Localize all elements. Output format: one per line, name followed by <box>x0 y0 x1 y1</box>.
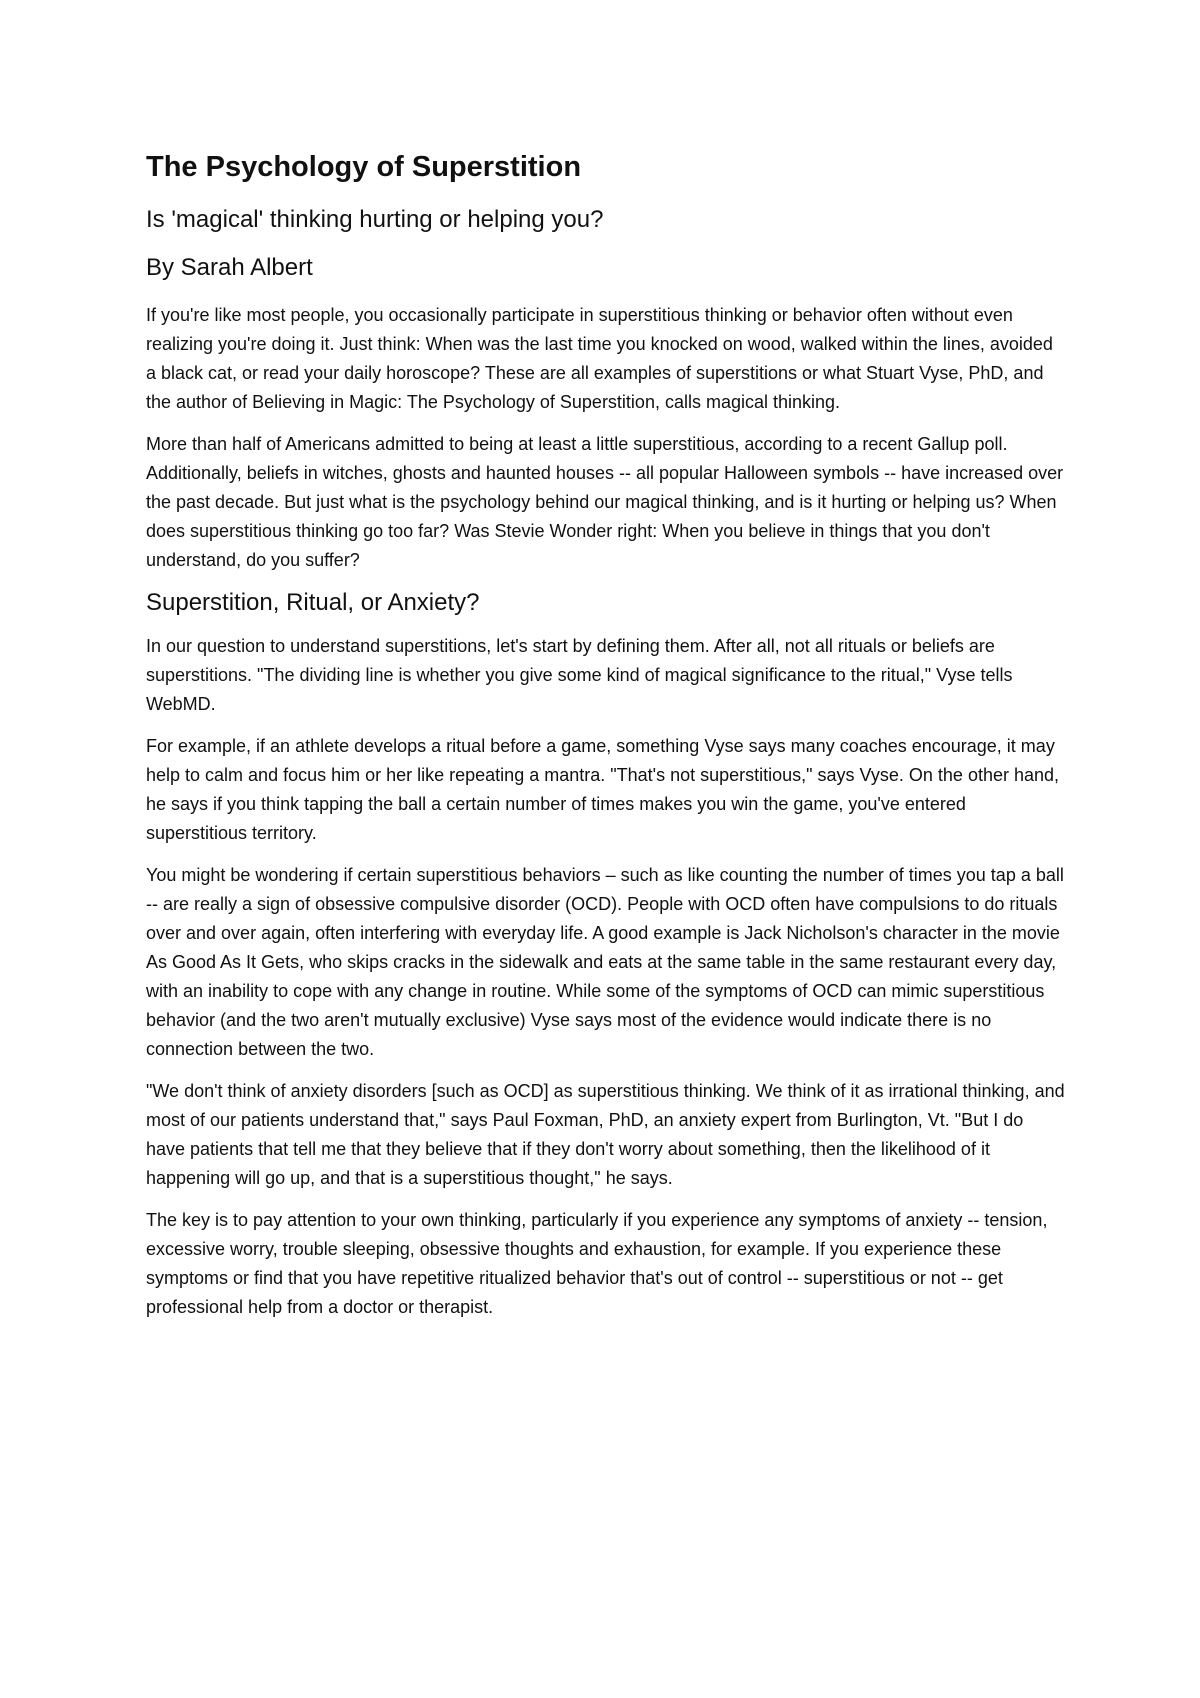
section-paragraph: In our question to understand superstitions, let's start by defining them. After all, not all rituals or beliefs are superstitions. "The dividing line is whether you give some kind of magical significance to the ritual," Vyse tells WebMD. <box>146 635 1013 714</box>
author-byline: By Sarah Albert <box>146 253 313 281</box>
intro-paragraph: If you're like most people, you occasionally participate in superstitious thinking or behavior often without even realizing you're doing it. Just think: When was the last time you knocked on wood, walked within the lines, avoided a black cat, or read your daily horoscope? These are all examples of superstitions or what Stuart Vyse, PhD, and the author of Believing in Magic: The Psychology of Superstition, calls magical thinking. <box>146 304 1053 412</box>
section-paragraph: For example, if an athlete develops a ritual before a game, something Vyse says many coaches encourage, it may help to calm and focus him or her like repeating a mantra. "That's not superstitious," says Vyse. On the other hand, he says if you think tapping the ball a certain number of times makes you win the game, you've entered superstitious territory. <box>146 735 1060 843</box>
section-paragraph: You might be wondering if certain superstitious behaviors – such as like counting the number of times you tap a ball -- are really a sign of obsessive compulsive disorder (OCD). People with OCD often have compulsions to do rituals over and over again, often interfering with everyday life. A good example is Jack Nicholson's character in the movie As Good As It Gets, who skips cracks in the sidewalk and eats at the same table in the same restaurant every day, with an inability to cope with any change in routine. While some of the symptoms of OCD can mimic superstitious behavior (and the two aren't mutually exclusive) Vyse says most of the evidence would indicate there is no connection between the two. <box>146 864 1064 1059</box>
document-content <box>146 150 1066 1335</box>
section-paragraph: The key is to pay attention to your own thinking, particularly if you experience any symptoms of anxiety -- tension, excessive worry, trouble sleeping, obsessive thoughts and exhaustion, for example. If you experience these symptoms or find that you have repetitive ritualized behavior that's out of control -- superstitious or not -- get professional help from a doctor or therapist. <box>146 1209 1048 1317</box>
page-subtitle: Is 'magical' thinking hurting or helping you? <box>146 205 604 233</box>
section-paragraph: "We don't think of anxiety disorders [such as OCD] as superstitious thinking. We think of it as irrational thinking, and most of our patients understand that," says Paul Foxman, PhD, an anxiety expert from Burlington, Vt. "But I do have patients that tell me that they believe that if they don't worry about something, then the likelihood of it happening will go up, and that is a superstitious thought," he says. <box>146 1080 1065 1188</box>
intro-paragraph: More than half of Americans admitted to being at least a little superstitious, according to a recent Gallup poll. Additionally, beliefs in witches, ghosts and haunted houses -- all popular Halloween symbols -- have increased over the past decade. But just what is the psychology behind our magical thinking, and is it hurting or helping us? When does superstitious thinking go too far? Was Stevie Wonder right: When you believe in things that you don't understand, do you suffer? <box>146 433 1064 570</box>
page-title: The Psychology of Superstition <box>146 151 582 183</box>
section-heading: Superstition, Ritual, or Anxiety? <box>146 588 480 616</box>
